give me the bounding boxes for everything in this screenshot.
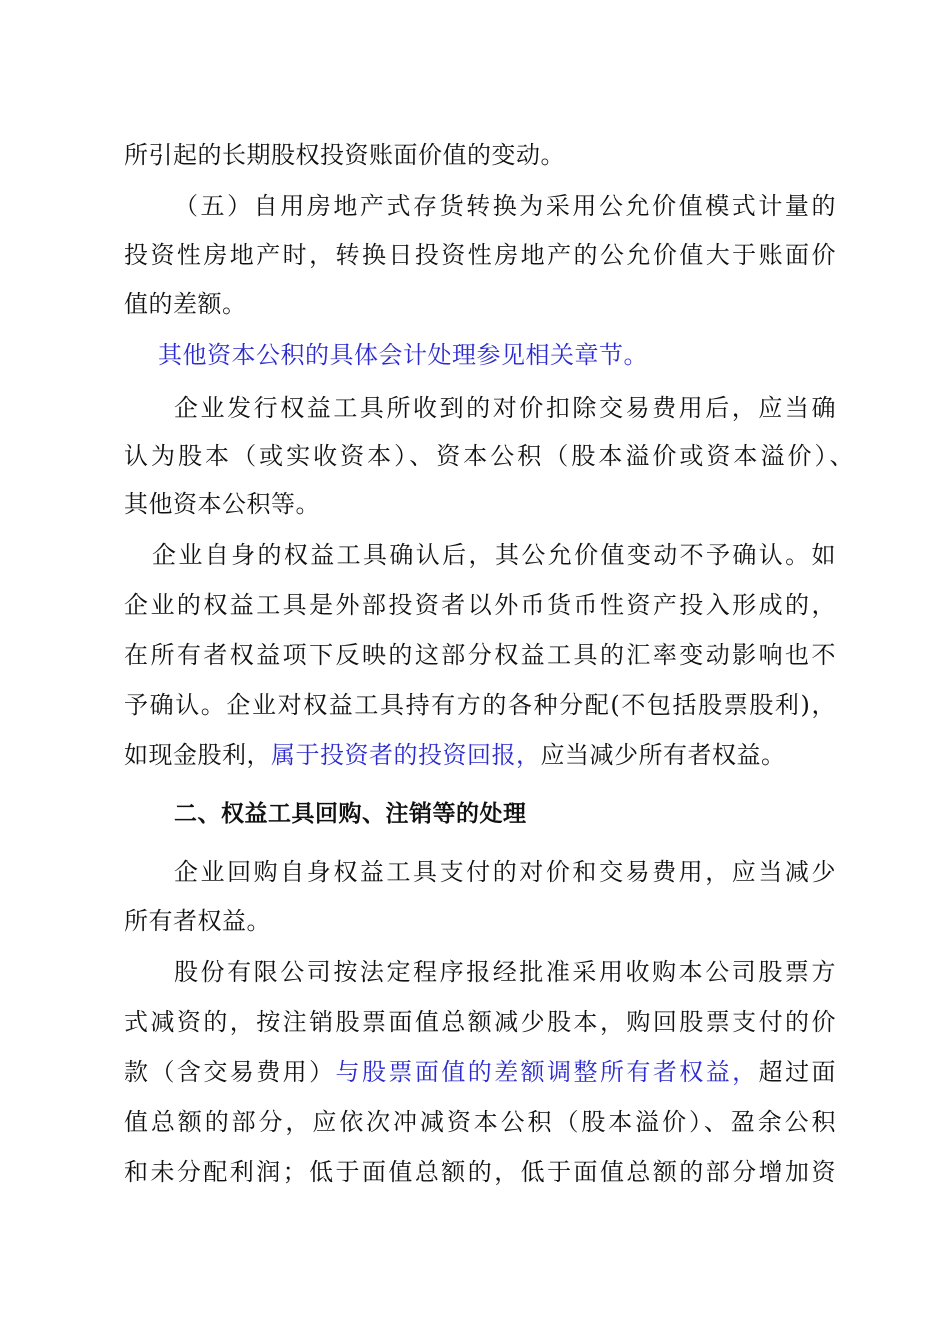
paragraph-line: 其他资本公积等。 — [124, 490, 320, 518]
highlighted-note: 其他资本公积的具体会计处理参见相关章节。 — [158, 341, 648, 369]
paragraph-line: 企业发行权益工具所收到的对价扣除交易费用后，应当确 — [174, 394, 836, 422]
paragraph-line: 值的差额。 — [124, 290, 247, 318]
text-segment: 款（含交易费用） — [124, 1058, 336, 1086]
paragraph-line: 予确认。企业对权益工具持有方的各种分配(不包括股票股利)， — [124, 691, 836, 719]
paragraph-line: 企业回购自身权益工具支付的对价和交易费用，应当减少 — [174, 858, 836, 886]
paragraph-line — [124, 740, 786, 770]
paragraph-line: （五）自用房地产式存货转换为采用公允价值模式计量的 — [174, 192, 836, 220]
highlighted-segment: 与股票面值的差额调整所有者权益， — [335, 1058, 759, 1086]
paragraph-line: 股份有限公司按法定程序报经批准采用收购本公司股票方 — [174, 958, 836, 986]
text-segment: 应当减少所有者权益。 — [540, 741, 786, 769]
paragraph-line: 认为股本（或实收资本）、资本公积（股本溢价或资本溢价）、 — [124, 442, 854, 470]
section-heading: 二、权益工具回购、注销等的处理 — [174, 801, 527, 827]
paragraph-line: 企业的权益工具是外部投资者以外币货币性资产投入形成的， — [124, 591, 836, 619]
text-segment: 如现金股利， — [124, 741, 271, 769]
text-segment: 超过面 — [758, 1058, 837, 1086]
paragraph-line: 和未分配利润；低于面值总额的，低于面值总额的部分增加资 — [124, 1158, 836, 1186]
paragraph-line: 所引起的长期股权投资账面价值的变动。 — [124, 141, 565, 169]
paragraph-line: 所有者权益。 — [124, 907, 271, 935]
paragraph-line: 企业自身的权益工具确认后，其公允价值变动不予确认。如 — [152, 541, 836, 569]
paragraph-line: 值总额的部分，应依次冲减资本公积（股本溢价）、盈余公积 — [124, 1108, 836, 1136]
paragraph-line: 式减资的，按注销股票面值总额减少股本，购回股票支付的价 — [124, 1008, 836, 1036]
paragraph-line — [124, 1057, 836, 1087]
paragraph-line: 在所有者权益项下反映的这部分权益工具的汇率变动影响也不 — [124, 641, 836, 669]
paragraph-line: 投资性房地产时，转换日投资性房地产的公允价值大于账面价 — [124, 241, 836, 269]
highlighted-segment: 属于投资者的投资回报， — [271, 741, 541, 769]
